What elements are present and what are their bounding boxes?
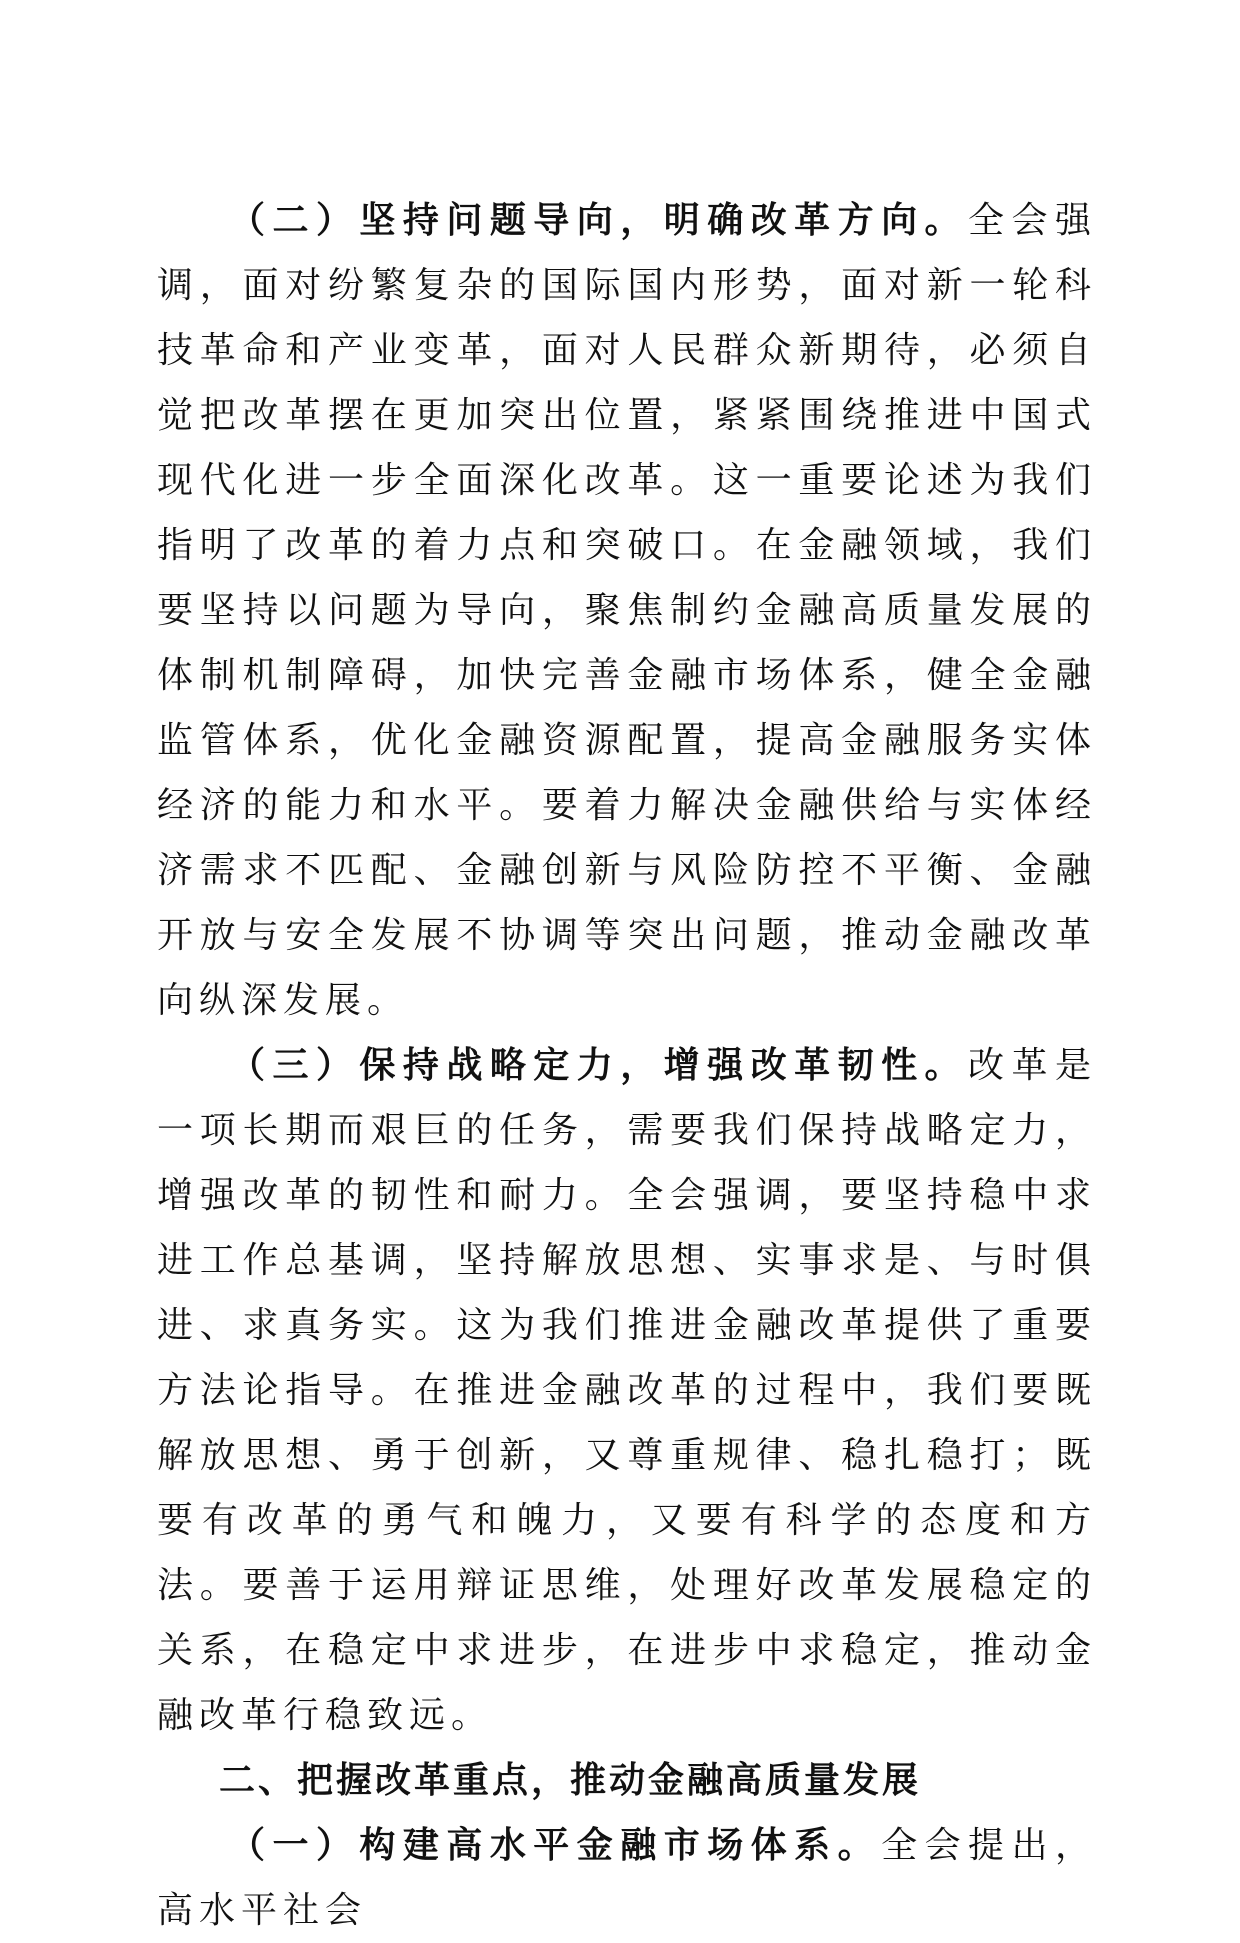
document-body (157, 188, 1097, 1943)
paragraph-text: 全会强调，面对纷繁复杂的国际国内形势，面对新一轮科技革命和产业变革，面对人民群众新期待，必须自觉把改革摆在更加突出位置，紧紧围绕推进中国式现代化进一步全面深化改革。这一重要论述为我们指明了改革的着力点和突破口。在金融领域，我们要坚持以问题为导向，聚焦制约金融高质量发展的体制机制障碍，加快完善金融市场体系，健全金融监管体系，优化金融资源配置，提高金融服务实体经济的能力和水平。要着力解决金融供给与实体经济需求不匹配、金融创新与风险防控不平衡、金融开放与安全发展不协调等突出问题，推动金融改革向纵深发展。 (157, 200, 1097, 1021)
paragraph-lead: （一）构建高水平金融市场体系。 (229, 1825, 882, 1866)
paragraph-problem-orientation (157, 188, 1097, 1033)
paragraph-text: 全会提出，高水平社会 (157, 1825, 1097, 1931)
section-heading: 二、把握改革重点，推动金融高质量发展 (219, 1760, 922, 1801)
paragraph-text: 改革是一项长期而艰巨的任务，需要我们保持战略定力，增强改革的韧性和耐力。全会强调，要坚持稳中求进工作总基调，坚持解放思想、实事求是、与时俱进、求真务实。这为我们推进金融改革提供了重要方法论指导。在推进金融改革的过程中，我们要既解放思想、勇于创新，又尊重规律、稳扎稳打；既要有改革的勇气和魄力，又要有科学的态度和方法。要善于运用辩证思维，处理好改革发展稳定的关系，在稳定中求进步，在进步中求稳定，推动金融改革行稳致远。 (157, 1045, 1097, 1736)
paragraph-lead: （二）坚持问题导向，明确改革方向。 (229, 200, 969, 241)
paragraph-lead: （三）保持战略定力，增强改革韧性。 (229, 1045, 969, 1086)
paragraph-strategic-focus (157, 1033, 1097, 1748)
paragraph-market-system (157, 1813, 1097, 1943)
